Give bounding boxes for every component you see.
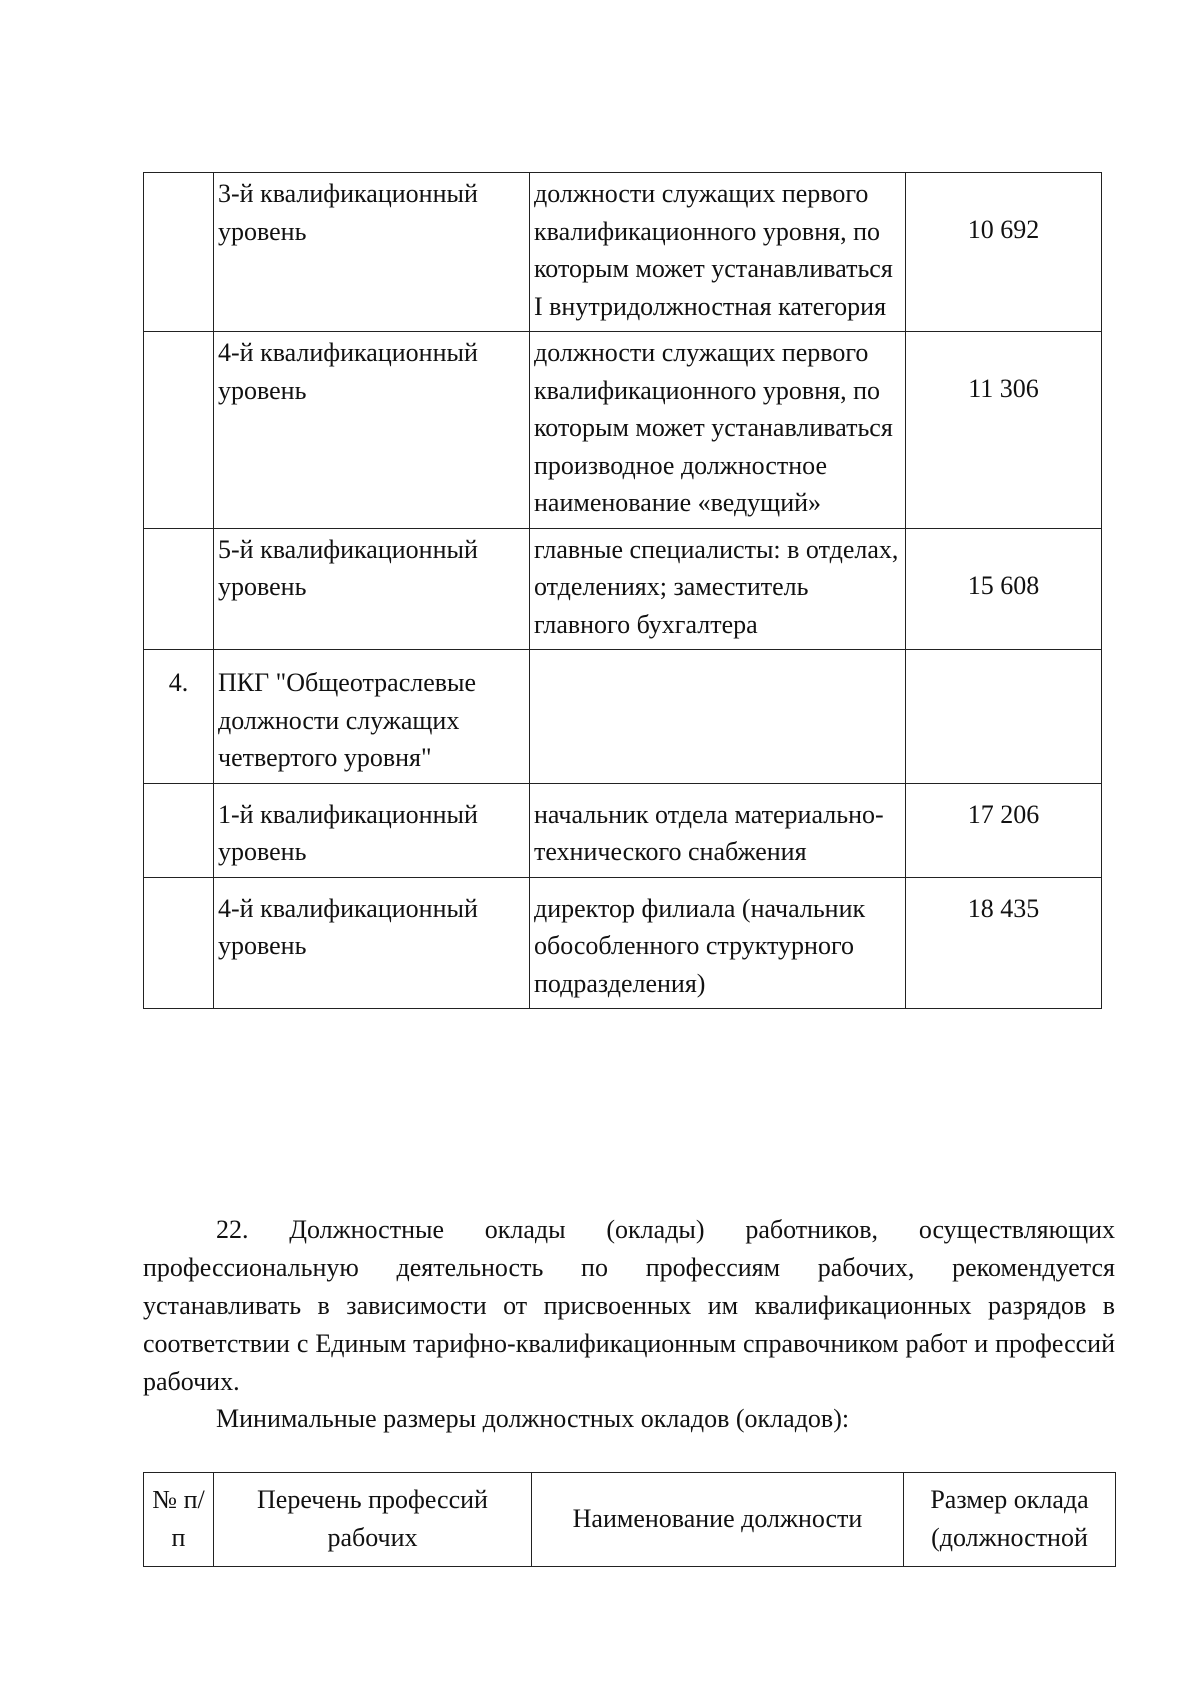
header-position: Наименование должности bbox=[532, 1473, 904, 1567]
header-professions: Перечень профессий рабочих bbox=[214, 1473, 532, 1567]
salary-value: 15 608 bbox=[906, 528, 1102, 650]
row-number bbox=[144, 528, 214, 650]
qualification-level: 4-й квалификационный уровень bbox=[214, 332, 530, 529]
header-salary: Размер оклада (должностной bbox=[904, 1473, 1116, 1567]
qualification-level: 5-й квалификационный уровень bbox=[214, 528, 530, 650]
row-number bbox=[144, 173, 214, 332]
table-row bbox=[144, 528, 1102, 650]
salary-value: 17 206 bbox=[906, 783, 1102, 877]
table-row bbox=[144, 783, 1102, 877]
positions-list: должности служащих первого квалификационного уровня, по которым может устанавливаться производное должностное наименование «ведущий» bbox=[530, 332, 906, 529]
positions-list: директор филиала (начальник обособленного структурного подразделения) bbox=[530, 877, 906, 1009]
qualification-level: 4-й квалификационный уровень bbox=[214, 877, 530, 1009]
table-row bbox=[144, 173, 1102, 332]
positions-list bbox=[530, 650, 906, 784]
row-number bbox=[144, 783, 214, 877]
table-row bbox=[144, 332, 1102, 529]
row-number bbox=[144, 332, 214, 529]
salary-value bbox=[906, 650, 1102, 784]
min-salaries-intro: Минимальные размеры должностных окладов (окладов): bbox=[216, 1404, 850, 1433]
salary-table-continued bbox=[143, 172, 1102, 1009]
row-number: 4. bbox=[144, 650, 214, 784]
positions-list: должности служащих первого квалификационного уровня, по которым может устанавливаться I внутридолжностная категория bbox=[530, 173, 906, 332]
table-row bbox=[144, 877, 1102, 1009]
salary-value: 18 435 bbox=[906, 877, 1102, 1009]
positions-list: начальник отдела материально-технического снабжения bbox=[530, 783, 906, 877]
salary-value: 11 306 bbox=[906, 332, 1102, 529]
qualification-level: 1-й квалификационный уровень bbox=[214, 783, 530, 877]
group-title: ПКГ "Общеотраслевые должности служащих четвертого уровня" bbox=[214, 650, 530, 784]
row-number bbox=[144, 877, 214, 1009]
worker-salary-table-header bbox=[143, 1472, 1116, 1567]
paragraph-22: 22. Должностные оклады (оклады) работников, осуществляющих профессиональную деятельность по профессиям рабочих, рекомендуется устанавливать в зависимости от присвоенных им квалификационных разрядов в соответствии с Единым тарифно-квалификационным справочником работ и профессий рабочих. bbox=[143, 1215, 1115, 1396]
positions-list: главные специалисты: в отделах, отделениях; заместитель главного бухгалтера bbox=[530, 528, 906, 650]
qualification-level: 3-й квалификационный уровень bbox=[214, 173, 530, 332]
table-header-row bbox=[144, 1473, 1116, 1567]
header-num: № п/п bbox=[144, 1473, 214, 1567]
table-row-group-header bbox=[144, 650, 1102, 784]
salary-value: 10 692 bbox=[906, 173, 1102, 332]
